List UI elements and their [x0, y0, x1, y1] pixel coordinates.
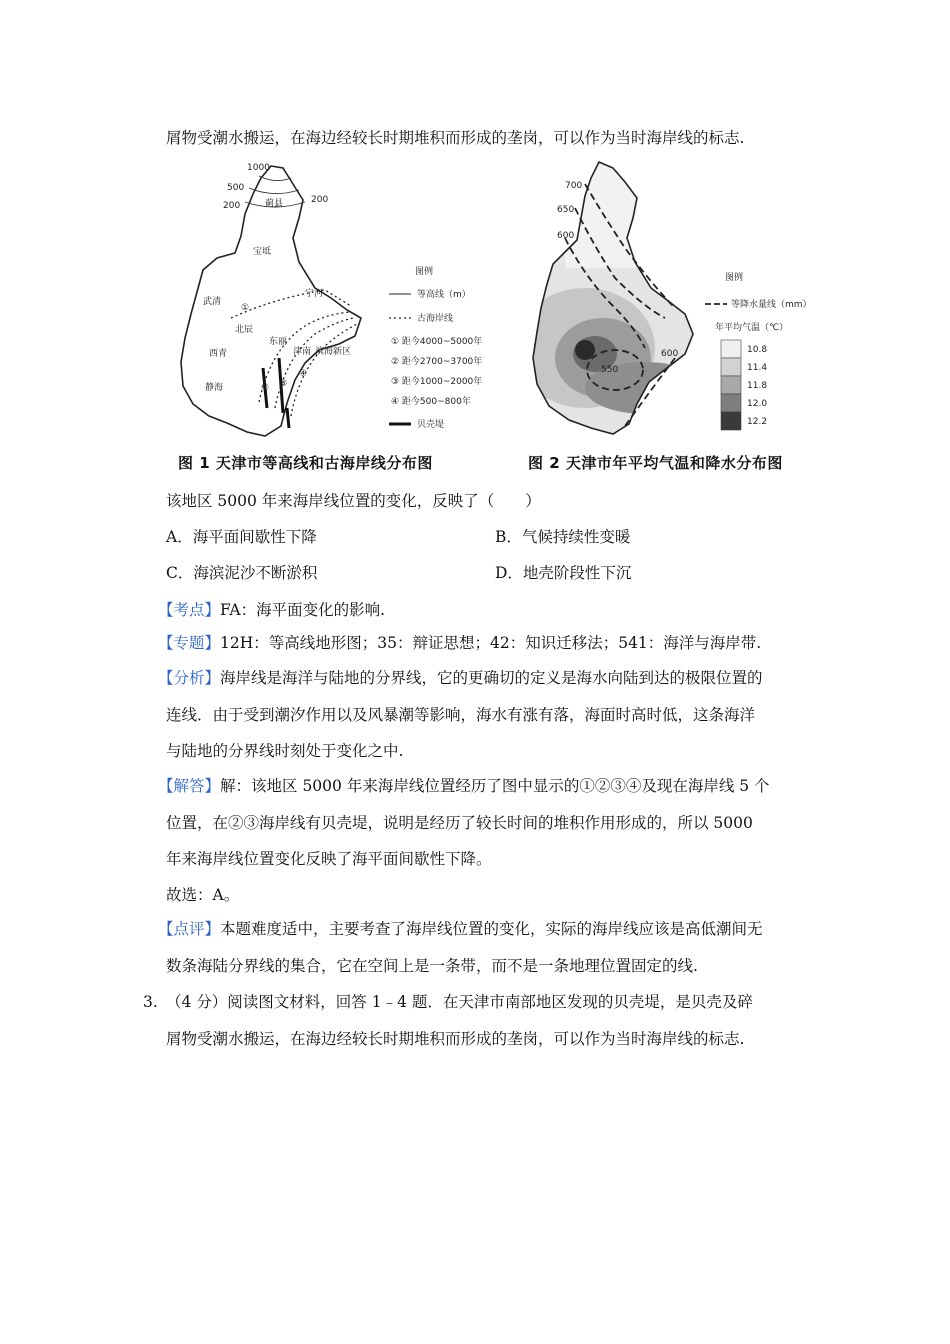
contour-label: 500: [227, 183, 245, 193]
legend-item: 贝壳堤: [417, 420, 445, 430]
zhuanti-text: 12H：等高线地形图；35：辩证思想；42：知识迁移法；541：海洋与海岸带.: [220, 634, 762, 652]
place-label: 武清: [203, 297, 222, 307]
legend-isohyet: 等降水量线（mm）: [731, 300, 812, 310]
fenxi-text: 海岸线是海洋与陆地的分界线，它的更确切的定义是海水向陆到达的极限位置的: [220, 669, 763, 687]
figure-1-svg: [175, 158, 510, 458]
place-label: 静海: [205, 383, 224, 393]
temp-swatch: [721, 412, 741, 430]
place-label: 东丽: [269, 337, 288, 347]
temp-label: 12.0: [747, 399, 768, 409]
place-label: 北辰: [235, 325, 254, 335]
isohyet-label: 700: [565, 181, 583, 191]
temp-label: 12.2: [747, 417, 768, 427]
legend-item: 古海岸线: [417, 314, 454, 324]
dianping-tag: 【点评】: [158, 920, 221, 938]
jieda-line: [158, 776, 770, 796]
circled-mark: ④: [299, 369, 308, 379]
kaodian-text: FA：海平面变化的影响.: [220, 601, 386, 619]
temp-label: 11.4: [747, 363, 768, 373]
kaodian-tag: 【考点】: [158, 601, 221, 619]
figure-2-svg: [525, 158, 835, 448]
question-number: 3.: [143, 993, 158, 1011]
place-label: 滨海新区: [315, 347, 352, 357]
legend-item: ④ 距今500~800年: [391, 397, 471, 407]
fenxi-text: 与陆地的分界线时刻处于变化之中.: [166, 742, 404, 760]
temp-swatch: [721, 358, 741, 376]
zhuanti-tag: 【专题】: [158, 634, 221, 652]
isohyet-label: 550: [601, 365, 619, 375]
figure-2-map: [525, 158, 835, 448]
question-stem: 该地区 5000 年来海岸线位置的变化，反映了（ ）: [166, 492, 541, 510]
place-label: 蓟县: [265, 199, 284, 209]
legend-item: ① 距今4000~5000年: [391, 337, 483, 347]
contour-label: 200: [311, 195, 329, 205]
q3-text: 屑物受潮水搬运，在海边经较长时期堆积而形成的垄岗，可以作为当时海岸线的标志.: [166, 1030, 745, 1048]
circled-mark: ②: [261, 383, 270, 393]
contour-label: 1000: [247, 163, 270, 173]
dianping-text: 数条海陆分界线的集合，它在空间上是一条带，而不是一条地理位置固定的线.: [166, 957, 698, 975]
dianping-text: 本题难度适中，主要考查了海岸线位置的变化，实际的海岸线应该是高低潮间无: [220, 920, 763, 938]
temp-scale: [721, 340, 767, 430]
shell-ridge: [287, 408, 289, 428]
legend-title: 图例: [725, 273, 744, 283]
legend-temp-title: 年平均气温（℃）: [715, 323, 789, 333]
jieda-text: 解：该地区 5000 年来海岸线位置经历了图中显示的①②③④及现在海岸线 5 个: [220, 777, 770, 795]
jieda-text: 位置，在②③海岸线有贝壳堤，说明是经历了较长时间的堆积作用形成的，所以 5000: [166, 814, 753, 832]
fenxi-tag: 【分析】: [158, 669, 221, 687]
intro-line: 屑物受潮水搬运，在海边经较长时期堆积而形成的垄岗，可以作为当时海岸线的标志.: [166, 129, 745, 147]
temp-swatch: [721, 340, 741, 358]
place-label: 宁河: [305, 289, 324, 299]
jieda-tag: 【解答】: [158, 777, 221, 795]
legend-item: ③ 距今1000~2000年: [391, 377, 483, 387]
temp-label: 11.8: [747, 381, 768, 391]
legend-title: 图例: [415, 267, 434, 277]
option-d: D．地壳阶段性下沉: [495, 564, 632, 582]
option-a: A．海平面间歇性下降: [166, 528, 317, 546]
isohyet-label: 600: [557, 231, 575, 241]
legend-item: ② 距今2700~3700年: [391, 357, 483, 367]
temp-label: 10.8: [747, 345, 768, 355]
option-b: B．气候持续性变暖: [495, 528, 631, 546]
place-label: 津南: [293, 347, 312, 357]
option-c: C．海滨泥沙不断淤积: [166, 564, 318, 582]
circled-mark: ①: [241, 303, 250, 313]
isohyet-label: 600: [661, 349, 679, 359]
temp-swatch: [721, 394, 741, 412]
legend-item: 等高线（m）: [417, 290, 471, 300]
place-label: 宝坻: [253, 247, 272, 257]
figure-1-map: [175, 158, 510, 458]
zhuanti-line: [158, 633, 761, 653]
q3-text: （4 分）阅读图文材料，回答 1﹣4 题．在天津市南部地区发现的贝壳堤，是贝壳及碎: [166, 993, 753, 1011]
isohyet-label: 650: [557, 205, 575, 215]
dianping-line: [158, 919, 763, 939]
figure-2-caption: 图 2 天津市年平均气温和降水分布图: [528, 454, 783, 472]
fenxi-line: [158, 668, 763, 688]
kaodian-line: [158, 600, 385, 620]
jieda-text: 年来海岸线位置变化反映了海平面间歇性下降。: [166, 850, 492, 868]
figure-1-caption: 图 1 天津市等高线和古海岸线分布图: [178, 454, 433, 472]
place-label: 西青: [209, 349, 228, 359]
circled-mark: ③: [279, 379, 288, 389]
contour-label: 200: [223, 201, 241, 211]
fenxi-text: 连线．由于受到潮汐作用以及风暴潮等影响，海水有涨有落，海面时高时低，这条海洋: [166, 706, 756, 724]
temp-swatch: [721, 376, 741, 394]
answer-line: 故选：A。: [166, 886, 240, 904]
